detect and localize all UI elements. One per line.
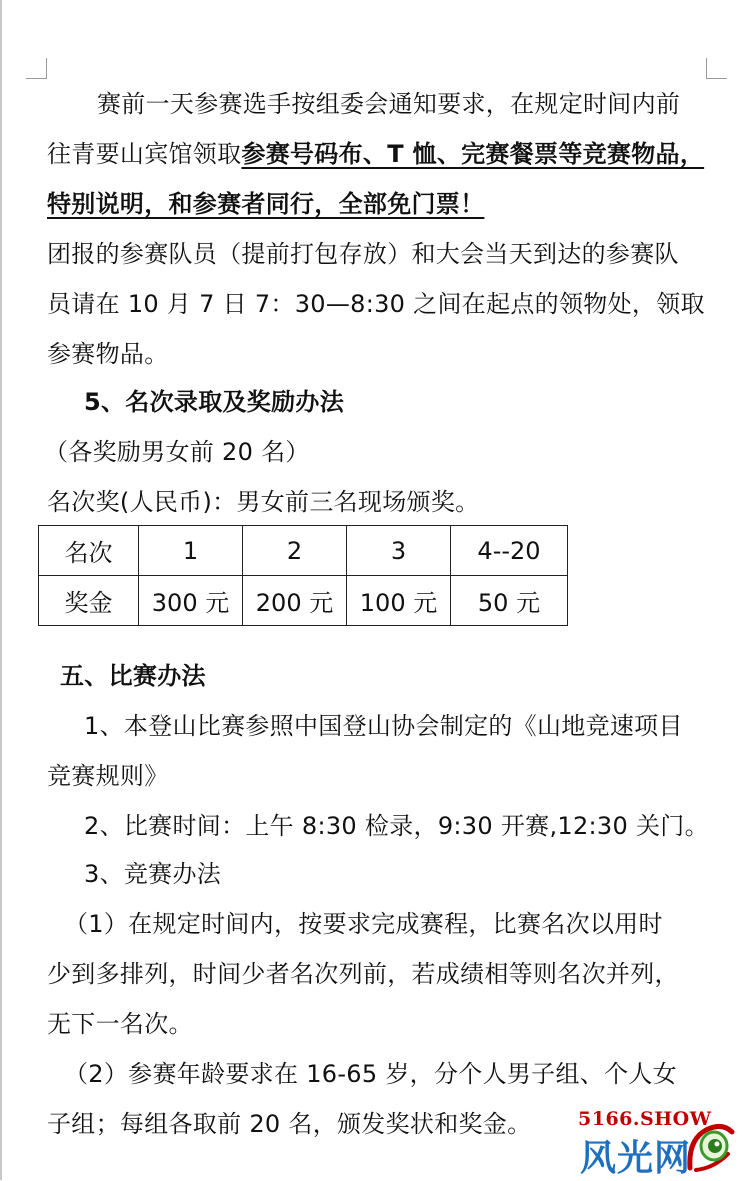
prize-intro: 名次奖(人民币)：男女前三名现场颁奖。: [47, 488, 480, 516]
table-cell: 300 元: [139, 576, 243, 626]
crop-mark-top-right: [706, 58, 727, 79]
para2-line2: 员请在 10 月 7 日 7：30—8:30 之间在起点的领物处，领取: [47, 290, 705, 318]
rule3a-line3: 无下一名次。: [47, 1010, 193, 1038]
rule3a-line1: （1）在规定时间内，按要求完成赛程，比赛名次以用时: [64, 910, 663, 938]
para1-line3-emphasis: 特别说明，和参赛者同行，全部免门票！: [47, 190, 485, 218]
prize-table: [38, 525, 568, 626]
eye-logo-icon: [684, 1118, 736, 1174]
table-row: [39, 576, 568, 626]
rule3b-line1: （2）参赛年龄要求在 16-65 岁，分个人男子组、个人女: [64, 1060, 677, 1088]
section-five-heading: 五、比赛办法: [60, 662, 206, 690]
page-edge: [0, 0, 2, 1180]
award-note: （各奖励男女前 20 名）: [44, 438, 310, 466]
table-cell: 1: [139, 526, 243, 576]
table-row: [39, 526, 568, 576]
table-cell: 2: [243, 526, 347, 576]
table-cell: 3: [347, 526, 451, 576]
para2-line3: 参赛物品。: [47, 340, 169, 368]
rule3-heading: 3、竞赛办法: [84, 860, 222, 888]
site-watermark: [578, 1108, 738, 1179]
rule2: 2、比赛时间：上午 8:30 检录，9:30 开赛,12:30 关门。: [84, 812, 709, 840]
rule1-line2: 竞赛规则》: [47, 762, 169, 790]
crop-mark-top-left: [26, 58, 47, 79]
rule3a-line2: 少到多排列，时间少者名次列前，若成绩相等则名次并列，: [47, 960, 679, 988]
table-cell: 名次: [39, 526, 139, 576]
table-cell: 200 元: [243, 576, 347, 626]
table-cell: 50 元: [451, 576, 568, 626]
para1-line2: [47, 138, 704, 170]
watermark-site: 5166.SHOW: [578, 1108, 712, 1130]
watermark-name: 风光网: [580, 1138, 692, 1179]
rule1-line1: 1、本登山比赛参照中国登山协会制定的《山地竞速项目: [84, 712, 683, 740]
para2-line1: 团报的参赛队员（提前打包存放）和大会当天到达的参赛队: [47, 240, 679, 268]
para1-line2-emphasis: 参赛号码布、T 恤、完赛餐票等竞赛物品，: [241, 140, 705, 168]
table-cell: 4--20: [451, 526, 568, 576]
para1-line1: 赛前一天参赛选手按组委会通知要求，在规定时间内前: [97, 90, 681, 118]
para1-line2-plain: 往青要山宾馆领取: [47, 140, 242, 168]
section-5-heading: 5、名次录取及奖励办法: [84, 388, 344, 416]
table-cell: 奖金: [39, 576, 139, 626]
table-cell: 100 元: [347, 576, 451, 626]
rule3b-line2: 子组；每组各取前 20 名，颁发奖状和奖金。: [47, 1110, 532, 1138]
